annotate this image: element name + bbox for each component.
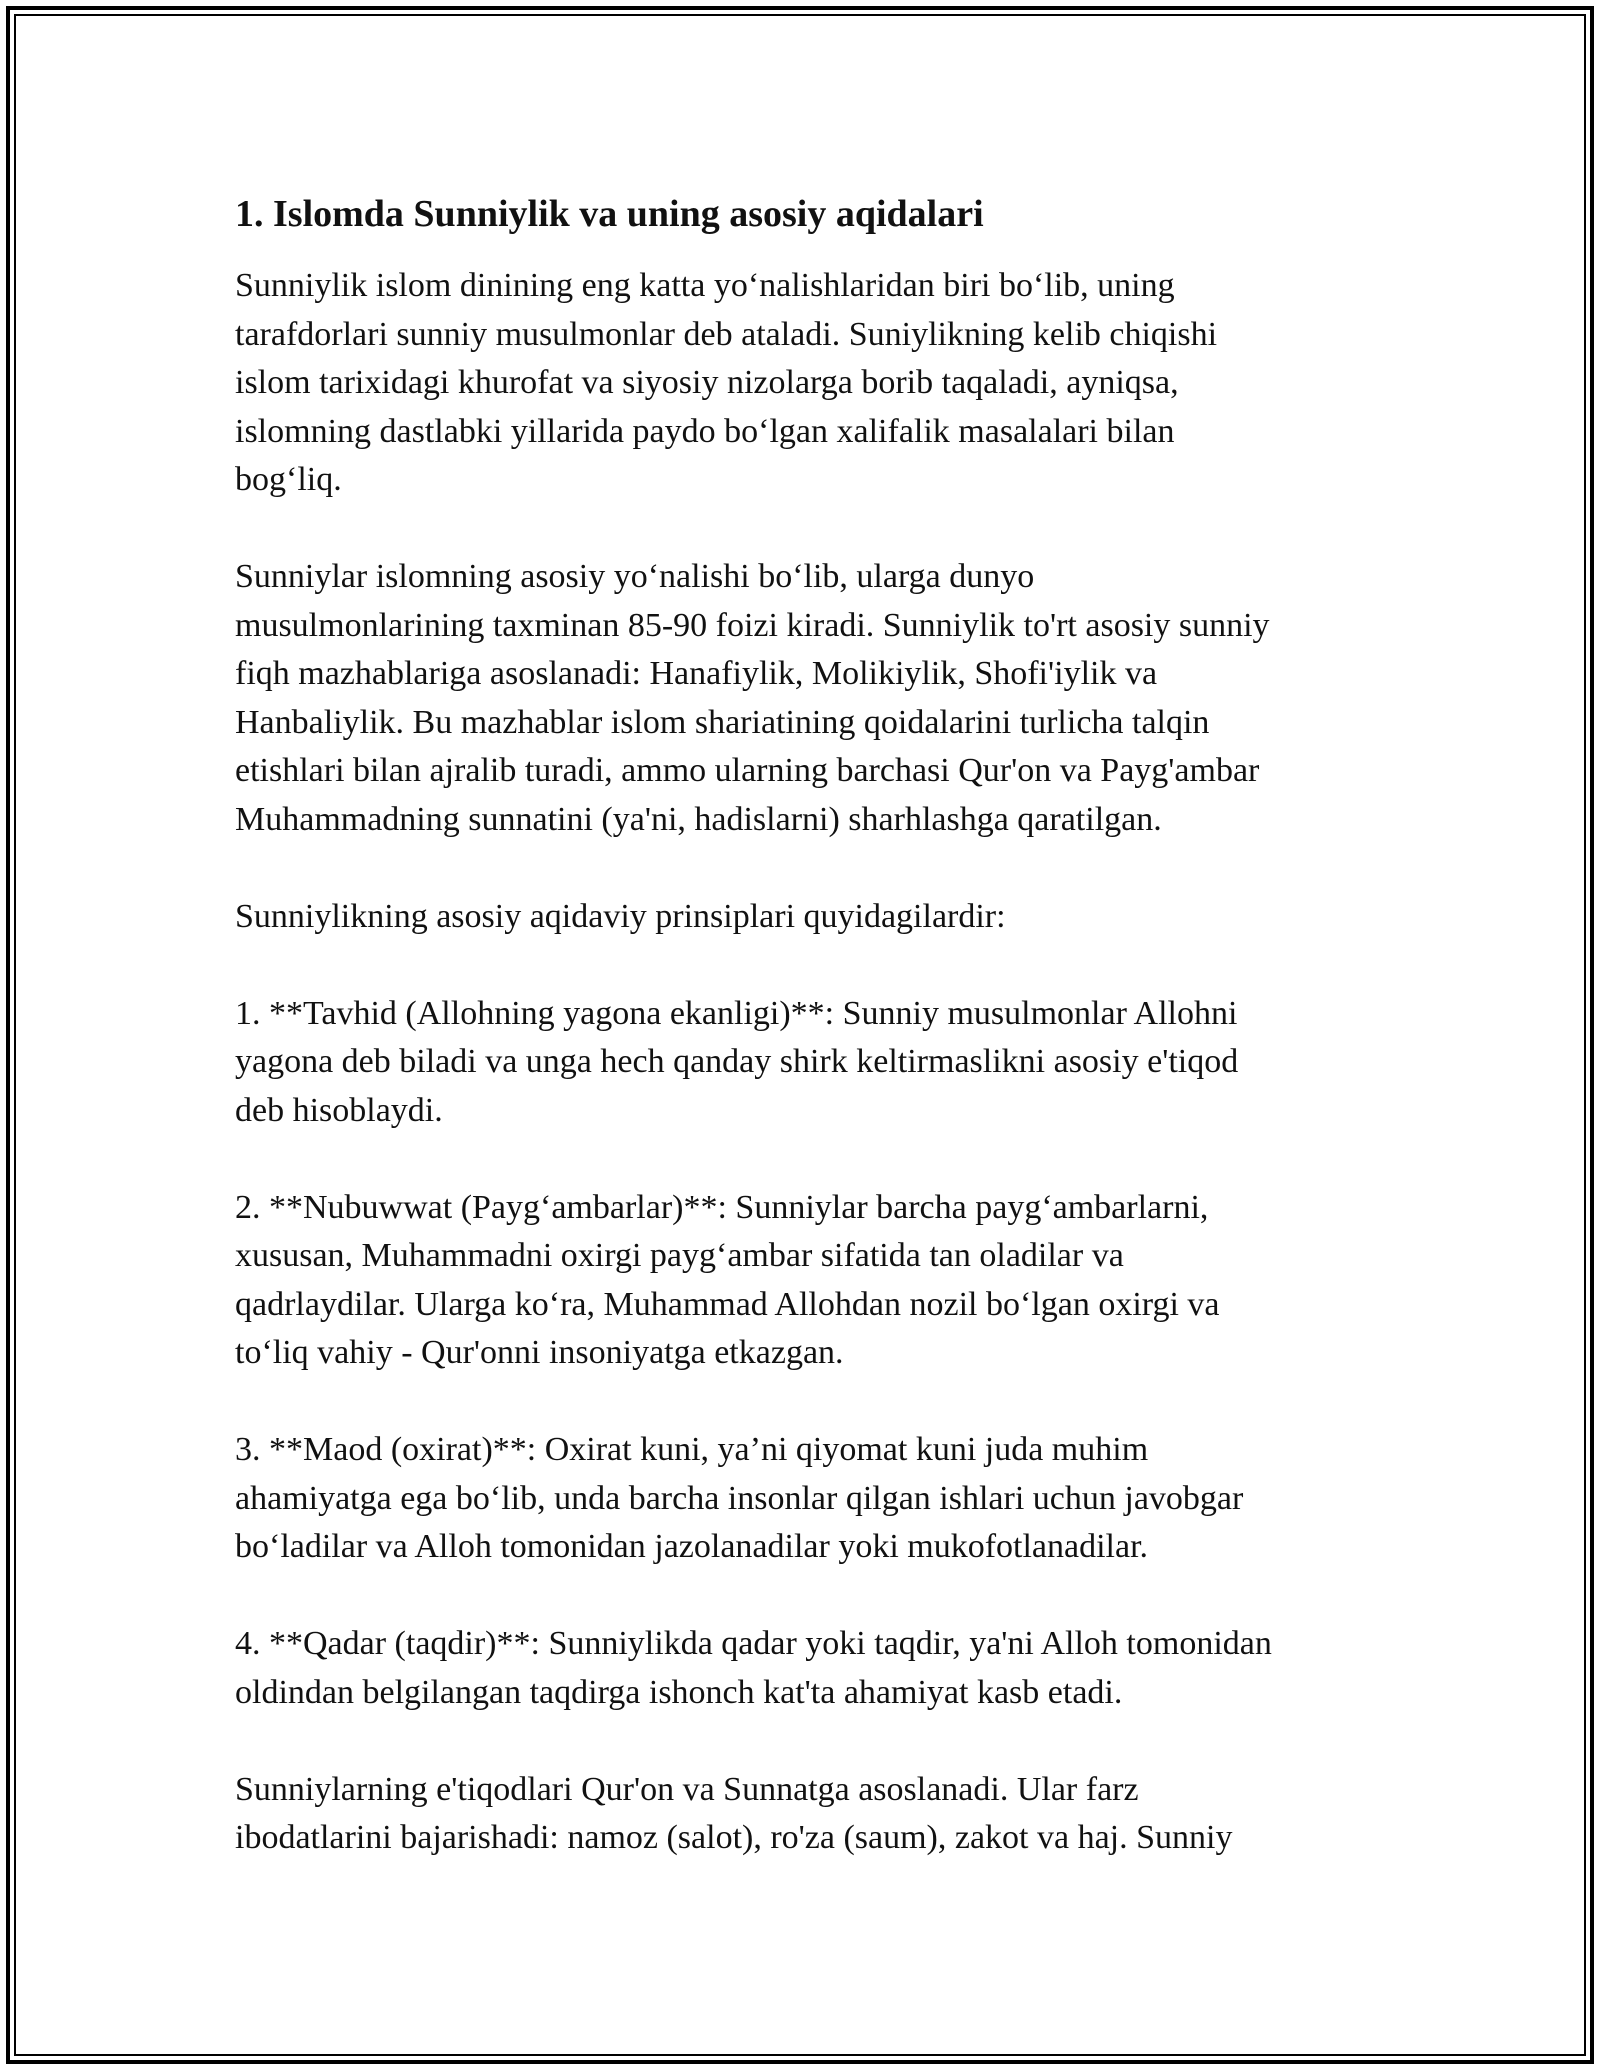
list-item-qadar: 4. **Qadar (taqdir)**: Sunniylikda qadar yoki taqdir, ya'ni Alloh tomonidan oldindan belgilangan taqdirga ishonch kat'ta ahamiyat kasb etadi.	[235, 1625, 1272, 1711]
list-item-tavhid: 1. **Tavhid (Allohning yagona ekanligi)**: Sunniy musulmonlar Allohni yagona deb biladi va unga hech qanday shirk keltirmaslikni asosiy e'tiqod deb hisoblaydi.	[235, 994, 1239, 1129]
document-body	[235, 188, 1375, 1863]
paragraph-practices: Sunniylarning e'tiqodlari Qur'on va Sunnatga asoslanadi. Ular farz ibodatlarini bajarishadi: namoz (salot), ro'za (saum), zakot va haj. Sunniy	[235, 1770, 1233, 1856]
section-heading: 1. Islomda Sunniylik va uning asosiy aqidalari	[235, 193, 984, 235]
paragraph-principles-intro: Sunniylikning asosiy aqidaviy prinsiplari quyidagilardir:	[235, 897, 1006, 935]
paragraph-madhhabs: Sunniylar islomning asosiy yoʻnalishi boʻlib, ularga dunyo musulmonlarining taxminan 85-90 foizi kiradi. Sunniylik to'rt asosiy sunniy fiqh mazhablariga asoslanadi: Hanafiylik, Molikiylik, Shofi'iylik va Hanbaliylik. Bu mazhablar islom shariatining qoidalarini turlicha talqin etishlari bilan ajralib turadi, ammo ularning barchasi Qur'on va Payg'ambar Muhammadning sunnatini (ya'ni, hadislarni) sharhlashga qaratilgan.	[235, 558, 1270, 838]
list-item-maod: 3. **Maod (oxirat)**: Oxirat kuni, ya’ni qiyomat kuni juda muhim ahamiyatga ega boʻlib, unda barcha insonlar qilgan ishlari uchun javobgar boʻladilar va Alloh tomonidan jazolanadilar yoki mukofotlanadilar.	[235, 1431, 1244, 1565]
paragraph-intro: Sunniylik islom dinining eng katta yoʻnalishlaridan biri boʻlib, uning tarafdorlari sunniy musulmonlar deb ataladi. Suniylikning kelib chiqishi islom tarixidagi khurofat va siyosiy nizolarga borib taqaladi, ayniqsa, islomning dastlabki yillarida paydo boʻlgan xalifalik masalalari bilan bogʻliq.	[235, 267, 1218, 498]
list-item-nubuwwat: 2. **Nubuwwat (Paygʻambarlar)**: Sunniylar barcha paygʻambarlarni, xususan, Muhammadni oxirgi paygʻambar sifatida tan oladilar va qadrlaydilar. Ularga koʻra, Muhammad Allohdan nozil boʻlgan oxirgi va toʻliq vahiy - Qur'onni insoniyatga etkazgan.	[235, 1188, 1220, 1371]
